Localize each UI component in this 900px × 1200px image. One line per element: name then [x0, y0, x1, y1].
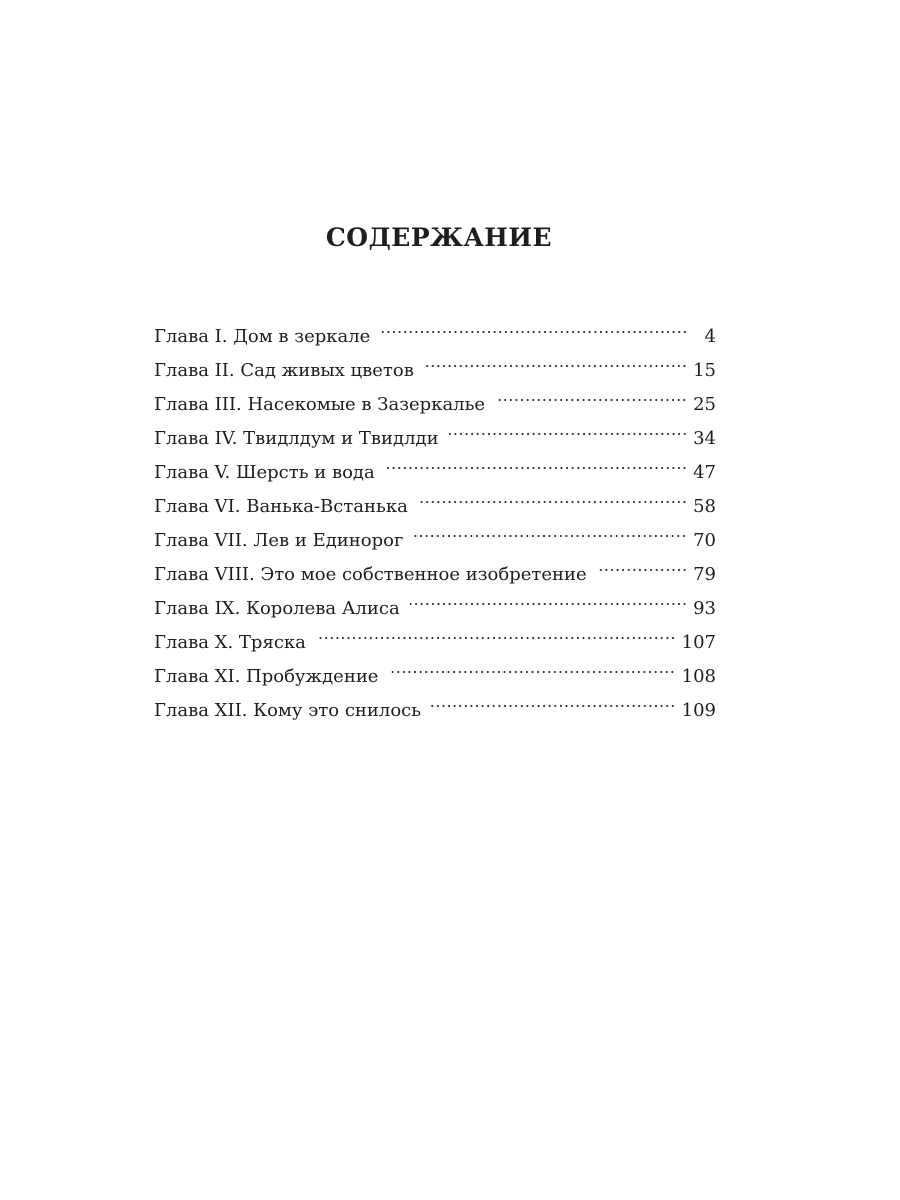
- toc-entry-page: 79: [693, 564, 716, 585]
- toc-entry-page: 4: [704, 326, 716, 347]
- dot-leader: [410, 580, 687, 614]
- page-title: СОДЕРЖАНИЕ: [325, 223, 553, 252]
- toc-entry-label: Глава II. Сад живых цветов: [154, 360, 414, 381]
- toc-entry: [154, 308, 716, 347]
- toc-entry-label: Глава IX. Королева Алиса: [154, 598, 400, 619]
- dot-leader: [380, 308, 688, 342]
- toc-entry-label: Глава XI. Пробуждение: [154, 666, 379, 687]
- dot-leader: [495, 376, 687, 410]
- dot-leader: [449, 410, 688, 444]
- toc-entry-label: Глава III. Насекомые в Зазеркалье: [154, 394, 486, 415]
- toc-entry-page: 108: [681, 666, 716, 687]
- toc-entry-label: Глава VII. Лев и Единорог: [154, 530, 404, 551]
- toc-entry-page: 93: [693, 598, 716, 619]
- dot-leader: [385, 444, 687, 478]
- toc-entry-page: 58: [693, 496, 716, 517]
- toc-entry-label: Глава IV. Твидлдум и Твидлди: [154, 428, 439, 449]
- toc-entry-label: Глава VIII. Это мое собственное изобретение: [154, 564, 587, 585]
- toc-entry-label: Глава VI. Ванька-Встанька: [154, 496, 408, 517]
- dot-leader: [316, 614, 676, 648]
- toc-entry-page: 34: [693, 428, 716, 449]
- toc-entry-page: 15: [693, 360, 716, 381]
- toc-entry-page: 70: [693, 530, 716, 551]
- dot-leader: [431, 682, 676, 716]
- toc-entry-label: Глава I. Дом в зеркале: [154, 326, 371, 347]
- toc-entry-label: Глава XII. Кому это снилось: [154, 700, 422, 721]
- toc-entry-label: Глава V. Шерсть и вода: [154, 462, 375, 483]
- dot-leader: [597, 546, 687, 580]
- dot-leader: [388, 648, 675, 682]
- toc-entry-page: 107: [681, 632, 716, 653]
- toc-entry-label: Глава X. Тряска: [154, 632, 306, 653]
- dot-leader: [413, 512, 687, 546]
- table-of-contents: [154, 308, 716, 721]
- toc-entry-page: 109: [681, 700, 716, 721]
- toc-entry-page: 25: [693, 394, 716, 415]
- dot-leader: [418, 478, 687, 512]
- dot-leader: [424, 342, 687, 376]
- toc-entry-page: 47: [693, 462, 716, 483]
